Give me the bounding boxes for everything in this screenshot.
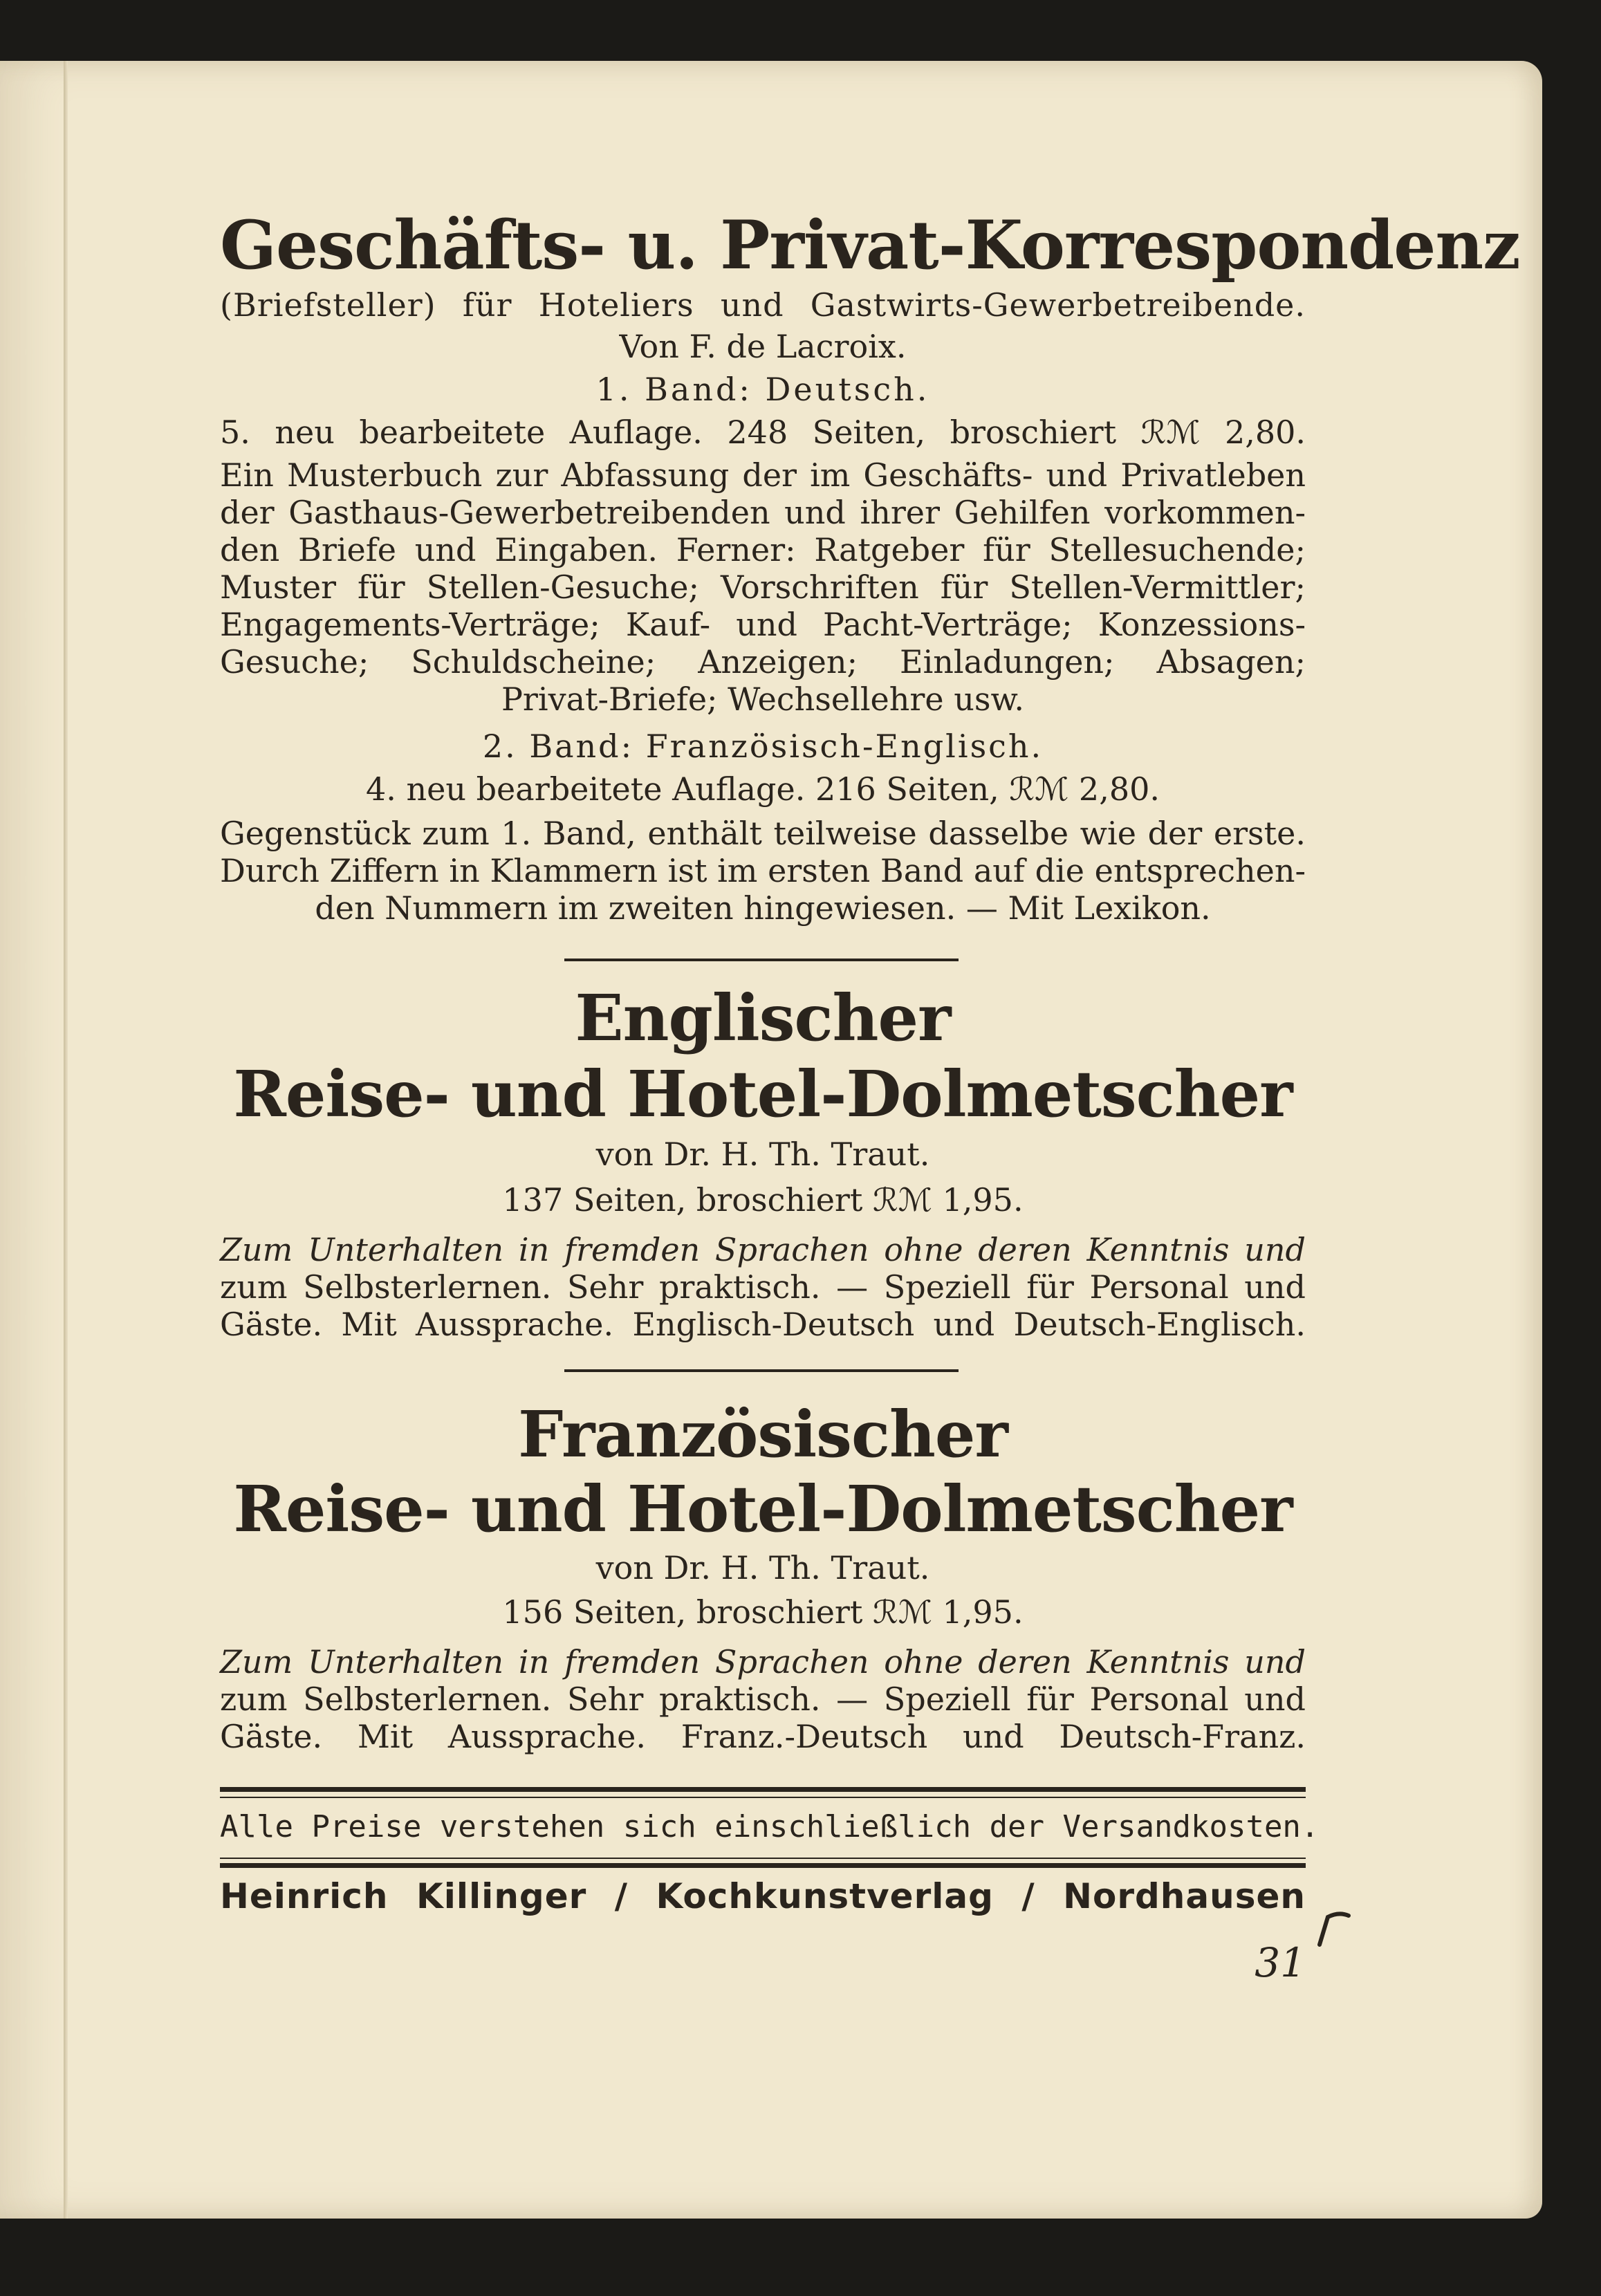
section3-title-line1: Französischer bbox=[518, 1397, 1008, 1472]
section2-desc-line: zum Selbsterlernen. Sehr praktisch. — Speziell für Personal und bbox=[220, 1268, 1306, 1306]
section1-band1-desc-line: Muster für Stellen-Gesuche; Vorschriften für Stellen-Vermittler; bbox=[220, 568, 1306, 606]
section1-band1-heading: 1. Band: Deutsch. bbox=[595, 371, 930, 408]
section2-title-line2: Reise- und Hotel-Dolmetscher bbox=[233, 1057, 1293, 1131]
page-spine-edge bbox=[64, 61, 68, 2219]
section3-info: 156 Seiten, broschiert ℛℳ 1,95. bbox=[502, 1593, 1024, 1631]
pencil-mark-icon bbox=[1313, 1909, 1354, 1950]
section2-title-line1: Englischer bbox=[575, 981, 951, 1055]
footer-rule-top bbox=[220, 1787, 1306, 1792]
section1-band1-desc-line: der Gasthaus-Gewerbetreibenden und ihrer Gehilfen vorkommen- bbox=[220, 494, 1306, 531]
section3-desc-line: zum Selbsterlernen. Sehr praktisch. — Speziell für Personal und bbox=[220, 1681, 1306, 1718]
section-divider bbox=[564, 1369, 959, 1372]
section-divider bbox=[564, 959, 959, 961]
section1-band2-desc-line: Gegenstück zum 1. Band, enthält teilweise dasselbe wie der erste. bbox=[220, 815, 1306, 852]
section1-band2-heading: 2. Band: Französisch-Englisch. bbox=[482, 728, 1044, 765]
section3-author: von Dr. H. Th. Traut. bbox=[595, 1549, 930, 1586]
section1-band1-info: 5. neu bearbeitete Auflage. 248 Seiten, broschiert ℛℳ 2,80. bbox=[220, 414, 1306, 451]
section2-info: 137 Seiten, broschiert ℛℳ 1,95. bbox=[502, 1181, 1024, 1219]
section3-title-line2: Reise- und Hotel-Dolmetscher bbox=[233, 1472, 1293, 1546]
section1-band2-info: 4. neu bearbeitete Auflage. 216 Seiten, ℛℳ 2,80. bbox=[366, 770, 1160, 808]
section1-subtitle: (Briefsteller) für Hoteliers und Gastwirts-Gewerbetreibende. bbox=[220, 286, 1306, 324]
section3-desc-line: Zum Unterhalten in fremden Sprachen ohne deren Kenntnis und bbox=[220, 1643, 1306, 1681]
publisher-line: Heinrich Killinger / Kochkunstverlag / Nordhausen bbox=[220, 1876, 1306, 1916]
footer-rule-mid-thin bbox=[220, 1858, 1306, 1859]
section1-band2-desc-line: den Nummern im zweiten hingewiesen. — Mit Lexikon. bbox=[315, 889, 1211, 927]
section1-band1-desc-line: Gesuche; Schuldscheine; Anzeigen; Einladungen; Absagen; bbox=[220, 643, 1306, 681]
section1-title: Geschäfts- u. Privat-Korrespondenz bbox=[220, 206, 1520, 284]
section1-author: Von F. de Lacroix. bbox=[619, 328, 907, 365]
section1-band1-desc-line: Privat-Briefe; Wechsellehre usw. bbox=[501, 681, 1025, 718]
footer-rule-top-thin bbox=[220, 1797, 1306, 1798]
section1-band1-desc-line: Engagements-Verträge; Kauf- und Pacht-Verträge; Konzessions- bbox=[220, 606, 1306, 643]
section1-band2-desc-line: Durch Ziffern in Klammern ist im ersten Band auf die entsprechen- bbox=[220, 852, 1306, 889]
section1-band1-desc-line: den Briefe und Eingaben. Ferner: Ratgeber für Stellesuchende; bbox=[220, 531, 1306, 568]
section2-author: von Dr. H. Th. Traut. bbox=[595, 1136, 930, 1173]
section2-desc-line: Zum Unterhalten in fremden Sprachen ohne deren Kenntnis und bbox=[220, 1231, 1306, 1268]
page-number: 31 bbox=[1255, 1939, 1306, 1986]
section1-band1-desc-line: Ein Musterbuch zur Abfassung der im Geschäfts- und Privatleben bbox=[220, 456, 1306, 494]
prices-note: Alle Preise verstehen sich einschließlich der Versandkosten. bbox=[220, 1809, 1320, 1844]
footer-rule-mid bbox=[220, 1863, 1306, 1868]
section2-desc-line: Gäste. Mit Aussprache. Englisch-Deutsch und Deutsch-Englisch. bbox=[220, 1306, 1306, 1343]
section3-desc-line: Gäste. Mit Aussprache. Franz.-Deutsch und Deutsch-Franz. bbox=[220, 1718, 1306, 1755]
